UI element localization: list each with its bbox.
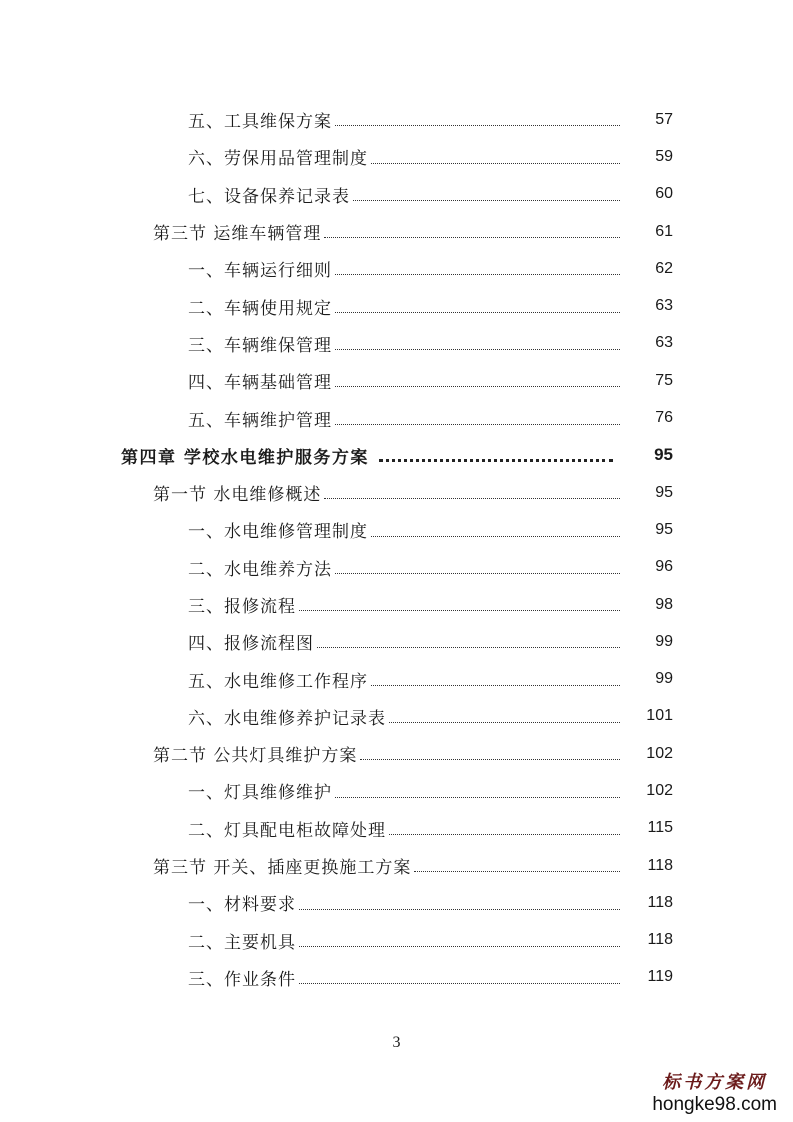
toc-item-entry[interactable] xyxy=(0,586,793,623)
toc-entry-page: 98 xyxy=(655,595,673,613)
toc-item-entry[interactable] xyxy=(0,138,793,175)
toc-entry-page: 63 xyxy=(655,334,673,352)
toc-entry-page: 102 xyxy=(646,744,673,762)
toc-entry-label: 二、主要机具 xyxy=(188,932,296,953)
toc-dot-leader xyxy=(371,162,620,164)
toc-entry-label: 三、作业条件 xyxy=(188,969,296,990)
toc-entry-page: 95 xyxy=(654,445,673,465)
toc-item-entry[interactable] xyxy=(0,399,793,436)
toc-item-entry[interactable] xyxy=(0,623,793,660)
toc-entry-label: 第三节 运维车辆管理 xyxy=(153,224,322,245)
toc-entry-label: 二、水电维养方法 xyxy=(188,559,332,580)
toc-dot-leader xyxy=(335,385,620,387)
toc-item-entry[interactable] xyxy=(0,287,793,324)
toc-entry-page: 57 xyxy=(655,110,673,128)
toc-entry-label: 二、灯具配电柜故障处理 xyxy=(188,820,386,841)
toc-dot-leader xyxy=(335,796,620,798)
toc-dot-leader xyxy=(317,646,620,648)
toc-entry-label: 四、报修流程图 xyxy=(188,634,314,655)
toc-entry-label: 六、水电维修养护记录表 xyxy=(188,708,386,729)
toc-section-entry[interactable] xyxy=(0,213,793,250)
toc-item-entry[interactable] xyxy=(0,884,793,921)
toc-item-entry[interactable] xyxy=(0,922,793,959)
toc-entry-label: 四、车辆基础管理 xyxy=(188,373,332,394)
toc-chapter-entry[interactable] xyxy=(0,437,793,474)
toc-entry-label: 第二节 公共灯具维护方案 xyxy=(153,746,358,767)
toc-item-entry[interactable] xyxy=(0,549,793,586)
toc-entry-page: 96 xyxy=(655,558,673,576)
toc-item-entry[interactable] xyxy=(0,660,793,697)
toc-entry-label: 第一节 水电维修概述 xyxy=(153,485,322,506)
toc-dot-leader xyxy=(324,497,620,499)
toc-item-entry[interactable] xyxy=(0,959,793,996)
toc-dot-leader xyxy=(389,721,620,723)
toc-dot-leader xyxy=(371,684,620,686)
toc-dot-leader xyxy=(379,458,613,462)
toc-entry-page: 59 xyxy=(655,147,673,165)
toc-entry-page: 102 xyxy=(646,781,673,799)
toc-item-entry[interactable] xyxy=(0,810,793,847)
toc-entry-label: 第三节 开关、插座更换施工方案 xyxy=(153,858,412,879)
watermark-cn: 标书方案网 xyxy=(662,1072,768,1093)
toc-dot-leader xyxy=(299,609,620,611)
toc-dot-leader xyxy=(371,535,620,537)
toc-entry-page: 95 xyxy=(655,520,673,538)
toc-item-entry[interactable] xyxy=(0,101,793,138)
toc-entry-label: 一、灯具维修维护 xyxy=(188,783,332,804)
toc-entry-label: 三、报修流程 xyxy=(188,597,296,617)
watermark-url: hongke98.com xyxy=(652,1094,777,1115)
toc-entry-label: 第四章 学校水电维护服务方案 xyxy=(121,447,369,468)
toc-dot-leader xyxy=(335,124,620,126)
toc-dot-leader xyxy=(335,273,620,275)
toc-entry-page: 119 xyxy=(647,968,673,986)
toc-item-entry[interactable] xyxy=(0,772,793,809)
toc-dot-leader xyxy=(335,423,620,425)
toc-entry-page: 60 xyxy=(655,185,673,203)
toc-entry-page: 118 xyxy=(647,893,673,911)
toc-entry-page: 101 xyxy=(646,707,673,725)
toc-entry-label: 一、水电维修管理制度 xyxy=(188,522,368,543)
toc-dot-leader xyxy=(299,908,620,910)
toc-entry-page: 99 xyxy=(655,632,673,650)
toc-entry-page: 61 xyxy=(655,222,673,240)
toc-entry-label: 五、工具维保方案 xyxy=(188,112,332,133)
toc-dot-leader xyxy=(335,348,620,350)
toc-entry-page: 62 xyxy=(655,259,673,277)
toc-item-entry[interactable] xyxy=(0,511,793,548)
toc-entry-page: 118 xyxy=(647,931,673,949)
toc-entry-page: 118 xyxy=(647,856,673,874)
toc-dot-leader xyxy=(414,870,620,872)
toc-dot-leader xyxy=(335,311,620,313)
toc-dot-leader xyxy=(324,236,620,238)
toc-item-entry[interactable] xyxy=(0,362,793,399)
toc-entry-page: 99 xyxy=(655,670,673,688)
toc-section-entry[interactable] xyxy=(0,474,793,511)
toc-dot-leader xyxy=(353,199,620,201)
toc-dot-leader xyxy=(389,833,620,835)
toc-item-entry[interactable] xyxy=(0,250,793,287)
toc-dot-leader xyxy=(360,758,620,760)
toc-entry-label: 三、车辆维保管理 xyxy=(188,335,332,356)
toc-entry-label: 一、车辆运行细则 xyxy=(188,261,332,282)
toc-item-entry[interactable] xyxy=(0,325,793,362)
toc-entry-label: 一、材料要求 xyxy=(188,895,296,916)
toc-entry-page: 75 xyxy=(655,371,673,389)
toc-entry-label: 五、车辆维护管理 xyxy=(188,410,332,431)
toc-entry-page: 63 xyxy=(655,297,673,315)
toc-section-entry[interactable] xyxy=(0,847,793,884)
toc-dot-leader xyxy=(299,945,620,947)
page-number: 3 xyxy=(392,1034,401,1051)
toc-dot-leader xyxy=(335,572,620,574)
toc-dot-leader xyxy=(299,982,620,984)
toc-entry-label: 七、设备保养记录表 xyxy=(188,186,350,207)
toc-item-entry[interactable] xyxy=(0,698,793,735)
toc-entry-label: 六、劳保用品管理制度 xyxy=(188,149,368,170)
toc-item-entry[interactable] xyxy=(0,176,793,213)
toc-section-entry[interactable] xyxy=(0,735,793,772)
toc-entry-page: 115 xyxy=(647,819,673,837)
toc-entry-page: 95 xyxy=(655,483,673,501)
toc-entry-label: 二、车辆使用规定 xyxy=(188,298,332,319)
table-of-contents xyxy=(0,101,793,996)
site-watermark xyxy=(652,1068,777,1116)
toc-entry-page: 76 xyxy=(655,409,673,427)
toc-entry-label: 五、水电维修工作程序 xyxy=(188,671,368,692)
